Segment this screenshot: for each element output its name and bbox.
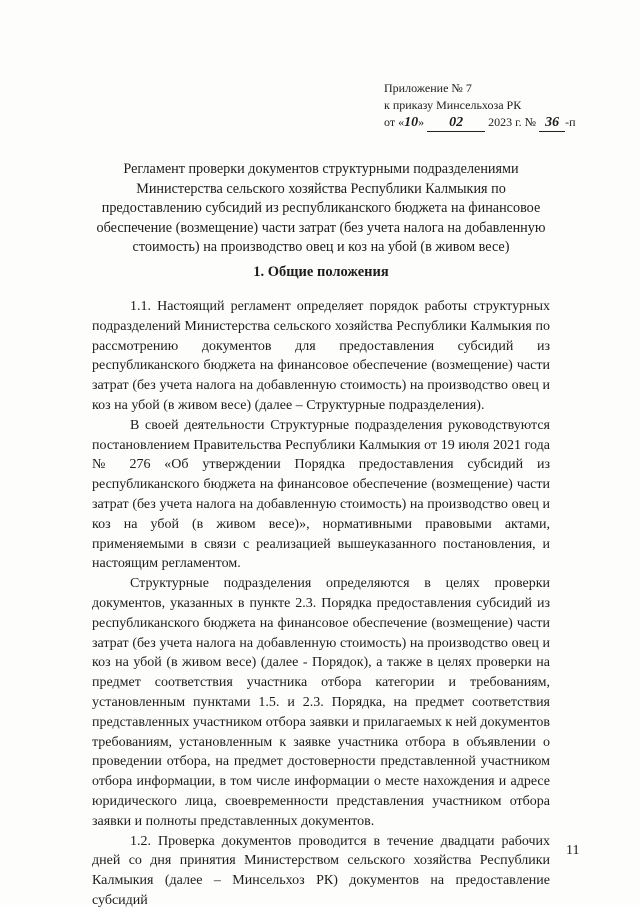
paragraph: 1.1. Настоящий регламент определяет порядок работы структурных подразделений Министерства сельского хозяйства Республики Калмыкия по рассмотрению документов для предоставления субсидий из республиканского бюджета на финансовое обеспечение (возмещение) части затрат (без учета налога на добавленную стоимость) на производство овец и коз на убой (в живом весе) (далее – Структурные подразделения).	[92, 299, 550, 413]
appendix-block	[384, 80, 576, 132]
order-suffix: -п	[565, 115, 576, 129]
order-number: 36	[539, 114, 565, 132]
date-year: 2023 г. №	[488, 115, 537, 129]
document-body	[92, 297, 550, 911]
title-line: обеспечение (возмещение) части затрат (без учета налога на добавленную	[96, 219, 546, 236]
appendix-number: Приложение № 7	[384, 81, 472, 95]
paragraph: В своей деятельности Структурные подразделения руководствуются постановлением Правительства Республики Калмыкия от 19 июля 2021 года № 276 «Об утверждении Порядка предоставления субсидий из республиканского бюджета на финансовое обеспечение (возмещение) части затрат (без учета налога на добавленную стоимость) на производство овец и коз на убой (в живом весе)», нормативными правовыми актами, применяемыми в связи с реализацией вышеуказанного постановления, и настоящим регламентом.	[92, 417, 550, 572]
title-line: стоимость) на производство овец и коз на убой (в живом весе)	[132, 239, 510, 256]
title-line: предоставлению субсидий из республиканского бюджета на финансовое	[101, 200, 541, 217]
paragraph: Структурные подразделения определяются в целях проверки документов, указанных в пункте 2.3. Порядка предоставления субсидий из республиканского бюджета на финансовое обеспечение (возмещение) части затрат (без учета налога на добавленную стоимость) на производство овец и коз на убой (в живом весе) (далее - Порядок), а также в целях проверки на предмет соответствия участника отбора категории и требованиям, установленным пунктами 1.5. и 2.3. Порядка, на предмет соответствия представленных участником отбора заявки и прилагаемых к ней документов требованиям, установленным к заявке участника отбора в объявлении о проведении отбора, на предмет достоверности представленной участником отбора информации, в том числе информации о месте нахождения и адресе юридического лица, своевременности представления участником отбора заявки и полноты представленных документов.	[92, 576, 550, 829]
date-sep: »	[418, 115, 425, 129]
title-line: Министерства сельского хозяйства Республики Калмыкия по	[136, 180, 506, 197]
document-title	[92, 160, 550, 258]
date-prefix: от «	[384, 115, 405, 129]
title-line: Регламент проверки документов структурными подразделениями	[123, 161, 519, 177]
appendix-order-ref: к приказу Минсельхоза РК	[384, 98, 522, 112]
date-month: 02	[427, 114, 485, 132]
section-heading: 1. Общие положения	[253, 264, 389, 280]
page-number: 11	[566, 843, 580, 858]
paragraph: 1.2. Проверка документов проводится в течение двадцати рабочих дней со дня принятия Министерством сельского хозяйства Республики Калмыкия (далее – Минсельхоз РК) документов на предоставление субсидий	[92, 833, 550, 908]
date-day: 10	[404, 115, 419, 130]
appendix-date-line	[384, 114, 576, 132]
